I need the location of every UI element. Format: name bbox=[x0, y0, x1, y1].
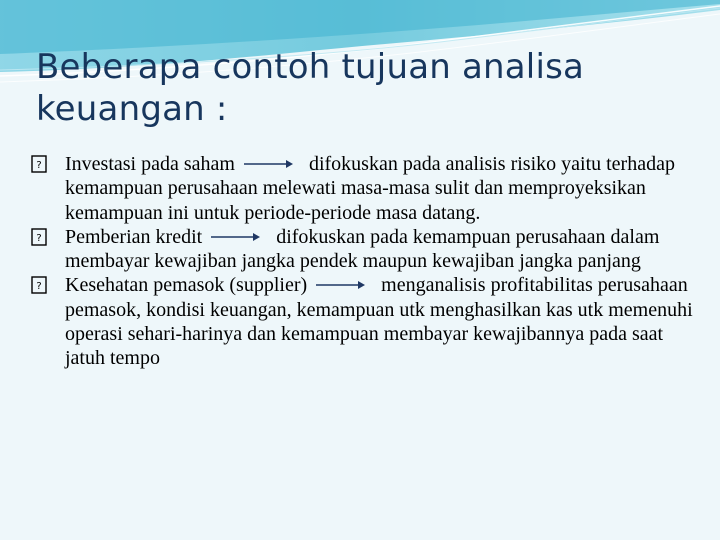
bullet-description: difokuskan pada analisis risiko yaitu terhadap kemampuan perusahaan melewati masa-masa sulit dan memproyeksikan kemampuan ini untuk periode-periode masa datang. bbox=[65, 153, 675, 224]
missing-glyph-icon bbox=[30, 276, 48, 294]
slide-title: Beberapa contoh tujuan analisa keuangan : bbox=[36, 47, 585, 129]
bullet-list bbox=[30, 152, 700, 371]
bullet-description: difokuskan pada kemampuan perusahaan dalam membayar kewajiban jangka pendek maupun kewajiban jangka panjang bbox=[65, 225, 660, 273]
svg-text:?: ? bbox=[36, 281, 42, 293]
bullet-term: Investasi pada saham bbox=[65, 153, 235, 175]
bullet-item bbox=[30, 152, 700, 225]
bullet-item bbox=[30, 225, 700, 274]
right-arrow-icon bbox=[242, 157, 294, 171]
bullet-term: Kesehatan pemasok (supplier) bbox=[65, 274, 308, 297]
svg-text:?: ? bbox=[36, 232, 42, 244]
svg-text:?: ? bbox=[36, 160, 42, 171]
bullet-description: menganalisis profitabilitas perusahaan pemasok, kondisi keuangan, kemampuan utk menghasilkan kas utk memenuhi operasi sehari-harinya dan kemampuan membayar kewajibannya pada saat jatuh tempo bbox=[65, 274, 693, 370]
right-arrow-icon bbox=[314, 278, 366, 292]
missing-glyph-icon bbox=[30, 228, 48, 246]
bullet-item bbox=[30, 273, 700, 370]
missing-glyph-icon bbox=[30, 155, 48, 173]
right-arrow-icon bbox=[209, 230, 261, 244]
bullet-term: Pemberian kredit bbox=[65, 225, 203, 248]
